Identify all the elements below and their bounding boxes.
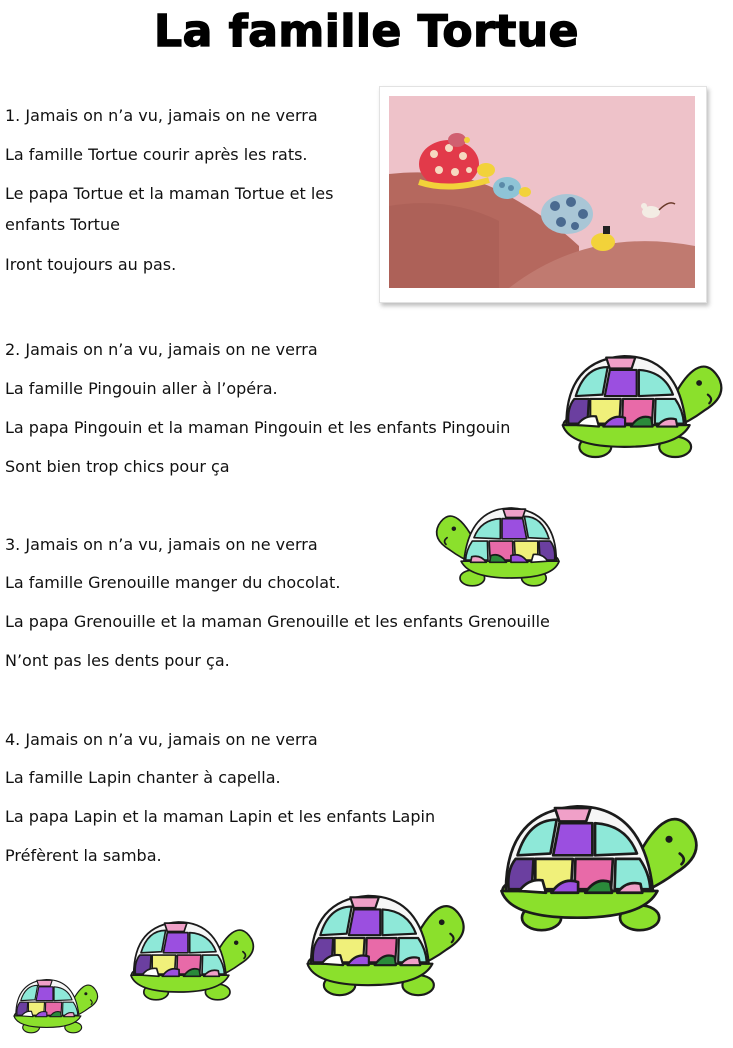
verse-line: La papa Pingouin et la maman Pingouin et les enfants Pingouin: [5, 418, 511, 437]
verse-line: La famille Tortue courir après les rats.: [5, 145, 308, 164]
verse-line: La famille Pingouin aller à l’opéra.: [5, 379, 278, 398]
verse-line: N’ont pas les dents pour ça.: [5, 651, 230, 670]
cartoon-turtle-icon: [10, 970, 102, 1037]
verse-line: enfants Tortue: [5, 215, 120, 234]
verse-line: 2. Jamais on n’a vu, jamais on ne verra: [5, 340, 318, 359]
cartoon-turtle-icon: [430, 494, 565, 592]
verse-line: La papa Grenouille et la maman Grenouille et les enfants Grenouille: [5, 612, 550, 631]
illustration-image: [389, 96, 695, 288]
cartoon-turtle-icon: [300, 878, 472, 1003]
cartoon-turtle-icon: [125, 908, 260, 1006]
turtle-family-illustration: [379, 86, 707, 303]
verse-line: Le papa Tortue et la maman Tortue et les: [5, 184, 334, 203]
verse-line: Iront toujours au pas.: [5, 255, 177, 274]
verse-line: La papa Lapin et la maman Lapin et les enfants Lapin: [5, 807, 436, 826]
cartoon-turtle-icon: [492, 784, 707, 940]
cartoon-turtle-icon: [555, 338, 730, 465]
verse-line: 1. Jamais on n’a vu, jamais on ne verra: [5, 106, 318, 125]
verse-line: 4. Jamais on n’a vu, jamais on ne verra: [5, 730, 318, 749]
verse-line: Sont bien trop chics pour ça: [5, 457, 230, 476]
verse-line: Préfèrent la samba.: [5, 846, 162, 865]
page-title: La famille Tortue: [154, 6, 579, 57]
verse-line: La famille Grenouille manger du chocolat.: [5, 573, 341, 592]
verse-line: La famille Lapin chanter à capella.: [5, 768, 281, 787]
verse-line: 3. Jamais on n’a vu, jamais on ne verra: [5, 535, 318, 554]
